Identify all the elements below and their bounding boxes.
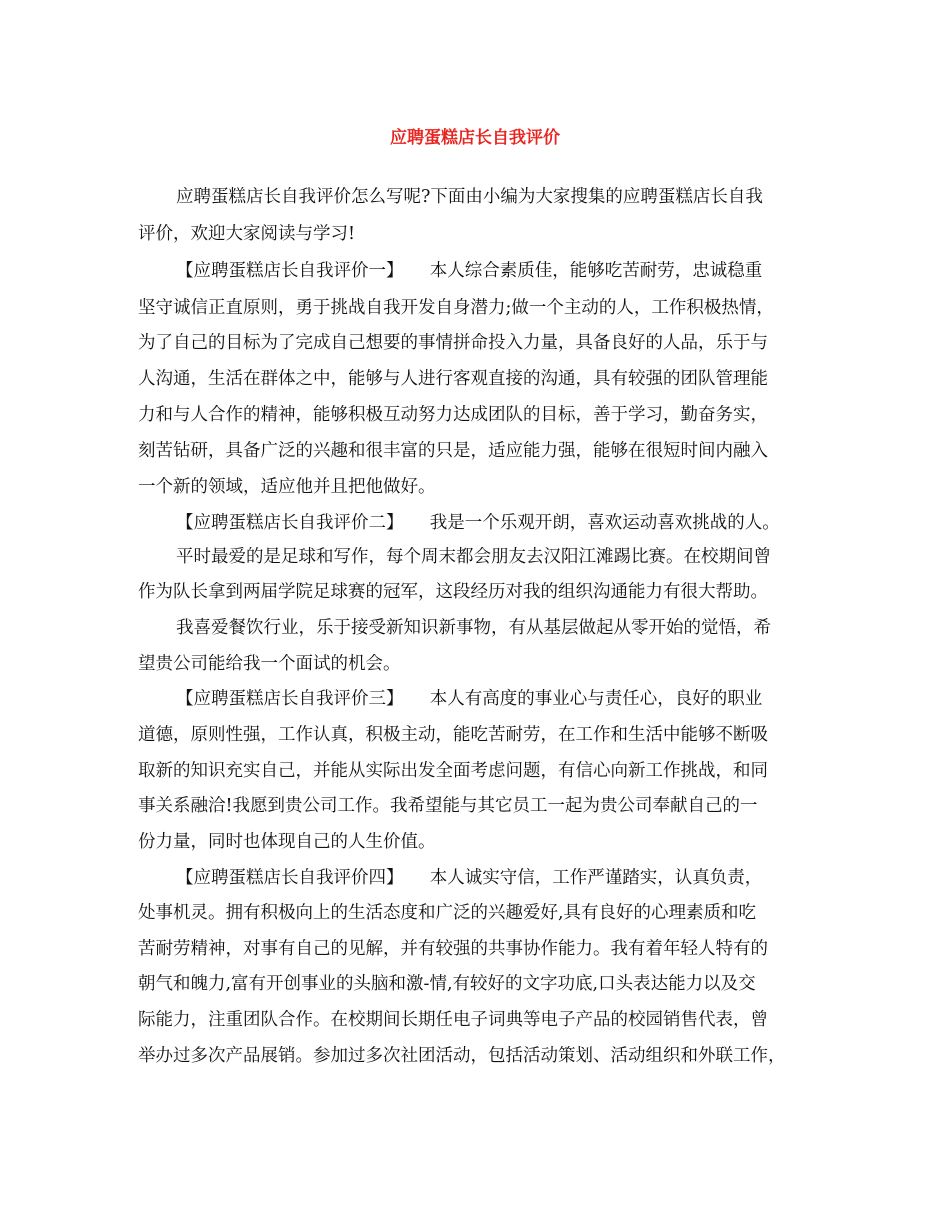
section-heading-line: 【应聘蛋糕店长自我评价三】 本人有高度的事业心与责任心，良好的职业 bbox=[176, 689, 763, 709]
body-line: 坚守诚信正直原则，勇于挑战自我开发自身潜力;做一个主动的人，工作积极热情， bbox=[138, 298, 774, 318]
body-line: 苦耐劳精神，对事有自己的见解，并有较强的共事协作能力。我有着年轻人特有的 bbox=[138, 939, 768, 959]
body-line: 份力量，同时也体现自己的人生价值。 bbox=[138, 832, 436, 852]
body-line: 力和与人合作的精神，能够积极互动努力达成团队的目标，善于学习，勤奋务实， bbox=[138, 405, 768, 425]
section-heading-line: 【应聘蛋糕店长自我评价四】 本人诚实守信，工作严谨踏实，认真负责， bbox=[176, 868, 763, 888]
body-line: 刻苦钻研，具备广泛的兴趣和很丰富的只是，适应能力强，能够在很短时间内融入 bbox=[138, 441, 768, 461]
body-line: 人沟通，生活在群体之中，能够与人进行客观直接的沟通，具有较强的团队管理能 bbox=[138, 369, 768, 389]
body-line: 评价，欢迎大家阅读与学习! bbox=[138, 224, 356, 244]
body-line: 道德，原则性强，工作认真，积极主动，能吃苦耐劳，在工作和生活中能够不断吸 bbox=[138, 725, 768, 745]
body-line: 事关系融洽!我愿到贵公司工作。我希望能与其它员工一起为贵公司奉献自己的一 bbox=[138, 796, 758, 816]
body-line: 为了自己的目标为了完成自己想要的事情拼命投入力量，具备良好的人品，乐于与 bbox=[138, 333, 768, 353]
body-line: 我喜爱餐饮行业，乐于接受新知识新事物，有从基层做起从零开始的觉悟，希 bbox=[176, 618, 771, 638]
document-title: 应聘蛋糕店长自我评价 bbox=[390, 128, 560, 148]
body-line: 一个新的领域，适应他并且把他做好。 bbox=[138, 477, 436, 497]
body-line: 望贵公司能给我一个面试的机会。 bbox=[138, 654, 401, 674]
body-line: 应聘蛋糕店长自我评价怎么写呢?下面由小编为大家搜集的应聘蛋糕店长自我 bbox=[176, 187, 763, 207]
body-line: 取新的知识充实自己，并能从实际出发全面考虑问题，有信心向新工作挑战，和同 bbox=[138, 761, 768, 781]
body-line: 际能力，注重团队合作。在校期间长期任电子词典等电子产品的校园销售代表，曾 bbox=[138, 1010, 768, 1030]
body-line: 处事机灵。拥有积极向上的生活态度和广泛的兴趣爱好,具有良好的心理素质和吃 bbox=[138, 903, 757, 923]
section-heading-line: 【应聘蛋糕店长自我评价二】 我是一个乐观开朗，喜欢运动喜欢挑战的人。 bbox=[176, 513, 780, 533]
body-line: 朝气和魄力,富有开创事业的头脑和激-情,有较好的文字功底,口头表达能力以及交 bbox=[138, 974, 756, 994]
body-line: 作为队长拿到两届学院足球赛的冠军，这段经历对我的组织沟通能力有很大帮助。 bbox=[138, 582, 768, 602]
body-line: 举办过多次产品展销。参加过多次社团活动，包括活动策划、活动组织和外联工作， bbox=[138, 1046, 786, 1066]
body-line: 平时最爱的是足球和写作，每个周末都会朋友去汉阳江滩踢比赛。在校期间曾 bbox=[176, 547, 771, 567]
section-heading-line: 【应聘蛋糕店长自我评价一】 本人综合素质佳，能够吃苦耐劳，忠诚稳重 bbox=[176, 261, 763, 281]
